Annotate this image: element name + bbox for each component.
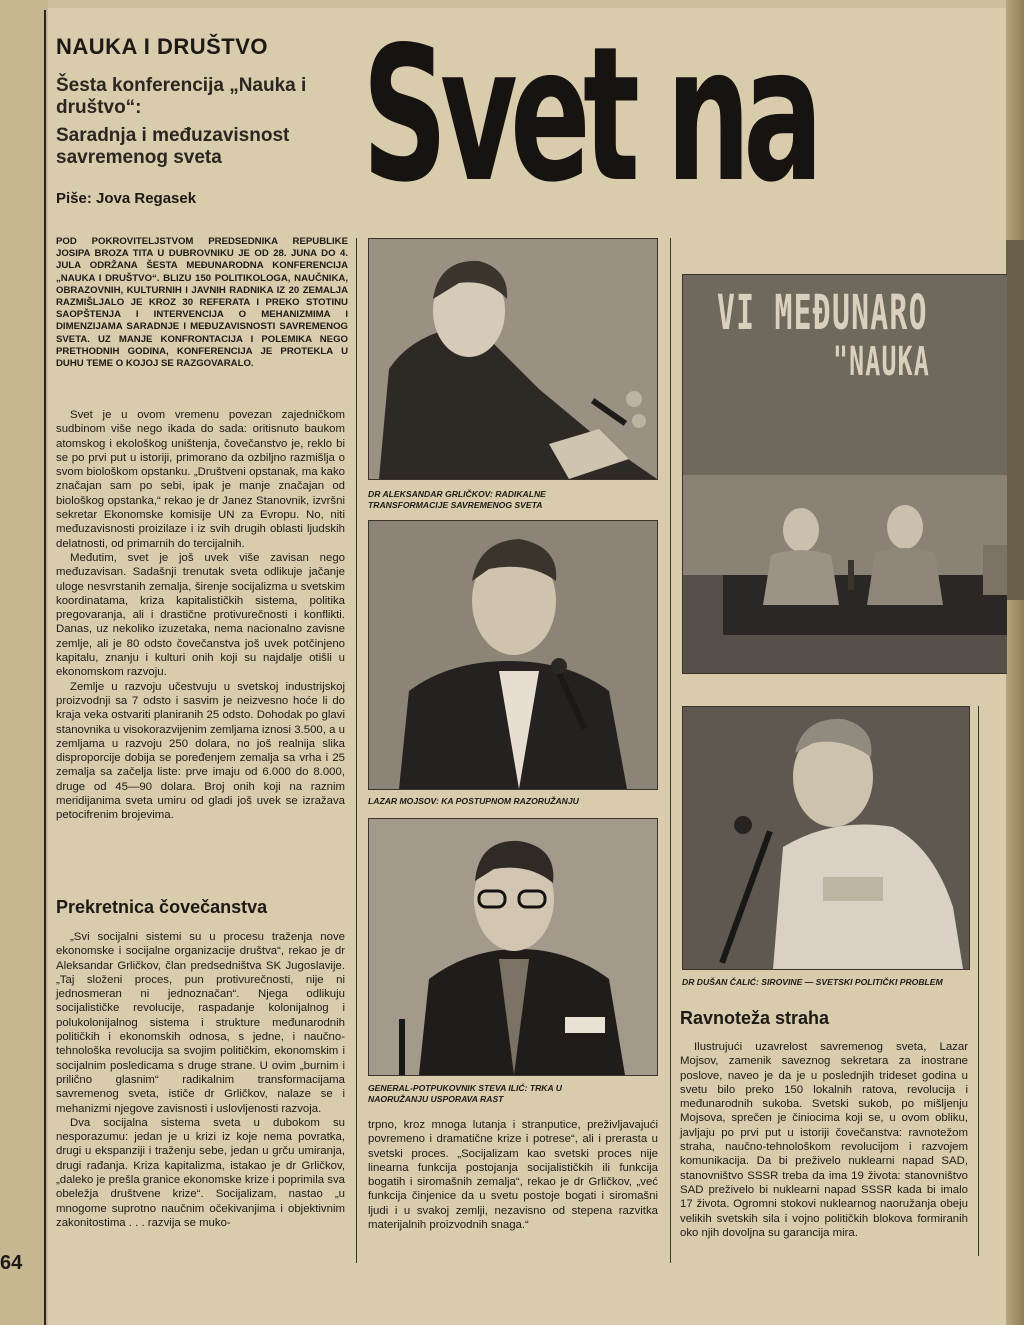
lead-paragraph: POD POKROVITELJSTVOM PREDSEDNIKA REPUBLIKE JOSIPA BROZA TITA U DUBROVNIKU JE OD 28. JUNA DO 4. JULA ODRŽANA ŠESTA MEĐUNARODNA KONFERENCIJA „NAUKA I DRUŠTVO“. BLIZU 150 POLITIKOLOGA, NAUČNIKA, OBRAZOVNIH, KULTURNIH I JAVNIH RADNIKA IZ 20 ZEMALJA RAZMIŠLJALO JE KROZ 30 REFERATA I PREKO STOTINU SAOPŠTENJA I INTERVENCIJA O MEHANIZMIMA I DIMENZIJAMA SARADNJE I MEĐUZAVISNOSTI SAVREMENOG SVETA. UZ MANJE KONFRONTACIJA I POLEMIKA NEGO PRETHODNIH GODINA, KONFERENCIJA JE PROTEKLA U DUHU TEME O KOJOJ SE RAZGOVARALO. — [56, 236, 348, 370]
paragraph: trpno, kroz mnoga lutanja i stranputice, preživljavajući povremeno i dramatične krize i potrese“, ali i prerasta u svetski proces. „Socijalizam kao svetski proces nije linearna funkcija postojanja socijalističkih ili funkcija bogatih i siromašnih zemalja“, rekao je dr Grličkov, „već funkcija činjenice da u svetu postoje bogati i siromašni ljudi i u svakoj zemlji, nezavisno od stepena razvitka materijalnih proizvodnih snaga.“ — [368, 1119, 658, 1232]
photo-calic-image — [683, 707, 969, 969]
author-byline: Piše: Jova Regasek — [56, 190, 197, 207]
photo-conference — [682, 274, 1007, 674]
paragraph: Međutim, svet je još uvek više zavisan nego međuzavisan. Sadašnji trenutak sveta odlikuje jačanje uloge nesvrstanih zemalja, širenje socijalizma u svetskim koordinatama, kriza kapitalističkih sistema, politika pregovaranja, ali i drastične protivurečnosti i konflikti. Danas, uz nekoliko izuzetaka, nema nacionalno zavisne zemlje, ali je 80 odsto čovečanstva još uvek potčinjeno kapitalu, znanju i kulturi onih koji su najdalje otišli u ekonomskom razvoju. — [56, 551, 345, 679]
subtitle-line-1: Šesta konferencija „Nauka i društvo“: — [56, 75, 307, 118]
paragraph: Svet je u ovom vremenu povezan zajedničkom sudbinom više nego ikada do sada: oritisnuto baukom atomskog i ekološkog uništenja, čovečanstvo je, reklo bi se po prvi put u istoriji, primorano da ozbiljno razmišlja o svom biološkom opstanku. „Društveni opstanak, ma kako značajan sam po sebi, ipak je manje značajan od biološkog opstanka,“ rekao je dr Janez Stanovnik, izvršni sekretar Ekonomske komisije UN za Evropu. No, niti međuzavisnosti proizilaze i iz svih drugih oblasti ljudskih delatnosti, od primarnih do tercijalnih. — [56, 409, 345, 550]
caption-ilic: GENERAL-POTPUKOVNIK STEVA ILIĆ: TRKA U NAORUŽANJU USPORAVA RAST — [368, 1083, 562, 1104]
caption-calic: DR DUŠAN ČALIĆ: SIROVINE — SVETSKI POLITIČKI PROBLEM — [682, 977, 943, 987]
photo-grlickov-image — [369, 239, 657, 479]
section-title: NAUKA I DRUŠTVO — [56, 34, 269, 59]
paragraph: Ilustrujući uzavrelost savremenog sveta, Lazar Mojsov, zamenik saveznog sekretara za inostrane poslove, naveo je da je u poslednjih trideset godina u svetu bilo preko 150 lokalnih ratova, revolucija i međunarodnih sukoba. Svetski sukob, po mišljenju Mojsova, sprečen je činiocima koji se, u ovom obliku, javljaju po prvi put u istoriji čovečanstva: ravnotežom straha, naučno-tehnološkom revolucijom i razvojem komunikacija. Da bi preživelo nuklearni napad SAD, stanovništvo SSSR treba da ima 19 života: stanovništvo SAD preživelo bi nuklearni napad SSSR kada bi imalo 17 života. Ogromni stokovi nuklearnog naoružanja obeju velikih svetskih sila i vojno političkih blokova formiranih oko njih dovoljna su garancija mira. — [680, 1041, 968, 1239]
column-divider — [670, 238, 671, 1263]
column-2-text — [368, 1118, 658, 1232]
paragraph: „Svi socijalni sistemi su u procesu traženja nove ekonomske i socijalne organizacije društva“, rekao je dr Aleksandar Grličkov, član predsedništva SK Jugoslavije. „Taj složeni proces, pun protivurečnosti, nije ni jednosmeran ni jednoznačan“. Njega odlikuju socijalističke revolucije, raspadanje kolonijalnog i polukolonijalnog sistema i strukture međunarodnih političkih i ekonomskih odnosa, s jedne, i naučno-tehnološka revolucija sa svojim političkim, ekonomskim i socijalnim posledicama s druge strane. U ovim „burnim i prilično glasnim“ radikalnim transformacijama savremenog sveta, ističe dr Grličkov, nalaze se i mehanizmi njegove zavisnosti i uslovljenosti razvoja. — [56, 931, 345, 1115]
caption-mojsov: LAZAR MOJSOV: KA POSTUPNOM RAZORUŽANJU — [368, 796, 579, 806]
subtitle — [56, 75, 356, 169]
banner-line-1: VI MEĐUNARO — [717, 285, 928, 341]
right-page-edge-shadow — [1006, 240, 1024, 600]
photo-ilic-image — [369, 819, 657, 1075]
photo-grlickov — [368, 238, 658, 480]
column-3-text — [680, 1040, 968, 1240]
column-1b-text — [56, 930, 345, 1230]
photo-ilic — [368, 818, 658, 1076]
paragraph: Dva socijalna sistema sveta u dubokom su nesporazumu: jedan je u krizi iz koje nema povratka, drugi u ekspanziji i traženju sebe, jedan u grču umiranja, drugi rađanja. Kriza kapitalizma, istakao je dr Grličkov, „daleko je prešla granice ekonomske krize i poprimila sva obeležja društvene krize“. Socijalizam, nastao „u mnogome suprotno naučnim očekivanjima i objektivnim zakonitostima . . . razvija se muko- — [56, 1116, 345, 1229]
banner-line-2: "NAUKA — [833, 339, 931, 385]
subtitle-line-2: Saradnja i međuzavisnost savremenog sveta — [56, 125, 290, 168]
left-gutter — [0, 0, 48, 1325]
paragraph: Zemlje u razvoju učestvuju u svetskoj industrijskoj proizvodnji sa 7 odsto i sasvim je neizvesno hoće li do kraja veka ostvariti planiranih 25 odsto. Dohodak po glavi stanovnika u visokorazvijenim zemljama iznosi 3.500, a u zemljama u razvoju 250 dolara, no još realnija slika disproporcije dobija se poređenjem zemalja sa vrha i 25 zemalja sa začelja liste: prve imaju od 6.000 do 8.000, druge od 45—90 dolara. Broj onih koji na raznim meridijanima sveta umiru od gladi još uvek se izražava petocifrenim brojevima. — [56, 680, 345, 822]
column-1-text — [56, 408, 345, 823]
photo-calic — [682, 706, 970, 970]
column-divider-right — [978, 706, 979, 1256]
caption-grlickov: DR ALEKSANDAR GRLIČKOV: RADIKALNE TRANSFORMACIJE SAVREMENOG SVETA — [368, 489, 546, 510]
subheading-prekretnica: Prekretnica čovečanstva — [56, 897, 268, 917]
left-rule — [44, 10, 46, 1325]
subheading-ravnoteza: Ravnoteža straha — [680, 1008, 830, 1028]
column-divider — [356, 238, 357, 1263]
photo-mojsov-image — [369, 521, 657, 789]
headline: Svet na — [362, 6, 816, 223]
right-page-edge — [1006, 0, 1024, 1325]
page-number: 64 — [0, 1252, 23, 1274]
photo-mojsov — [368, 520, 658, 790]
